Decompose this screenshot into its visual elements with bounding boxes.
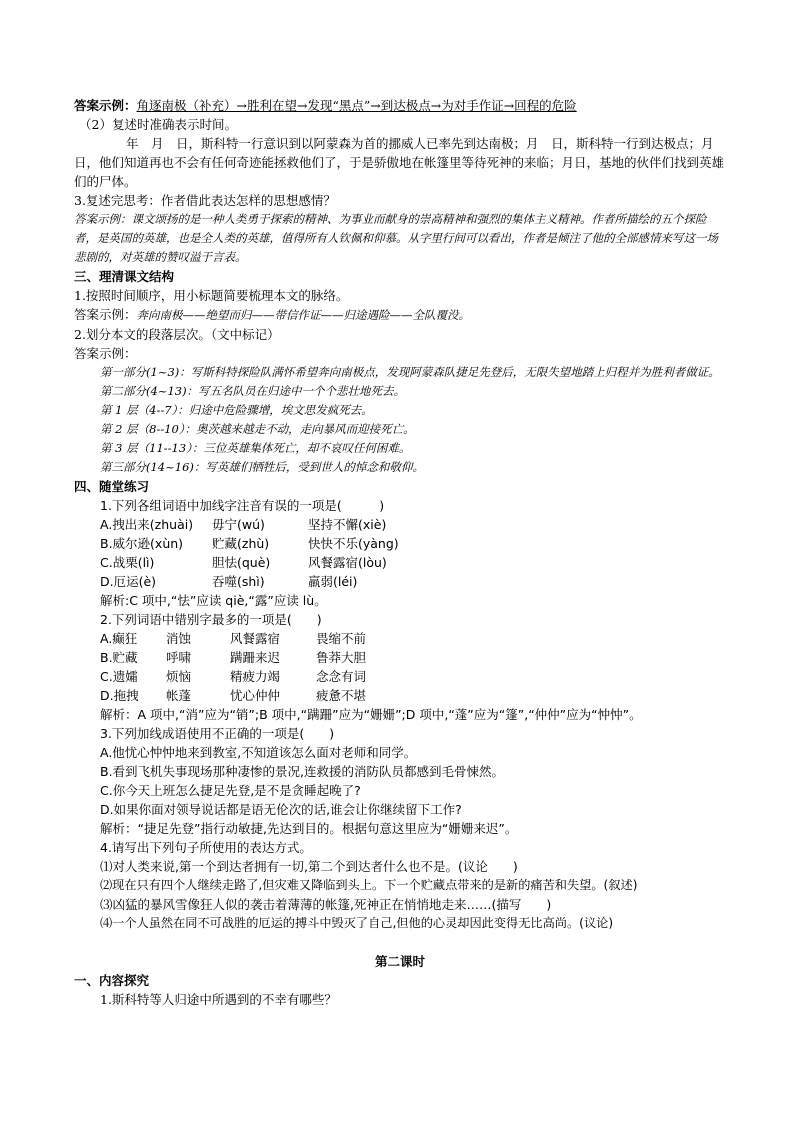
exercise-1-analysis: 解析:C 项中,“怯”应读 qiè,“露”应读 lù。 [100, 593, 327, 608]
layer-1: 第 1 层（4--7）：归途中危险骤增，埃文思发疯死去。 [100, 403, 373, 417]
exercise-2-option-d: D.拖拽 帐蓬 忧心仲仲 疲惫不堪 [100, 688, 367, 703]
lesson-two-title: 第二课时 [374, 954, 425, 969]
answer-example-3: 答案示例：奔向南极——绝望而归——带信作证——归途遇险——全队覆没。 [74, 307, 471, 322]
structure-question-2: 2.划分本文的段落层次。（文中标记） [74, 327, 280, 342]
exercise-3-analysis: 解析：“捷足先登”指行动敏捷,先达到目的。根据句意这里应为“姗姗来迟”。 [100, 821, 518, 836]
answer-example-2: 答案示例：课文颂扬的是一种人类勇于探索的精神、为事业而献身的崇高精神和强烈的集体主义精神。作者所描绘的五个探险者，是英国的英雄，也是全人类的英雄，值得所有人钦佩和仰慕。从字里行间可以看出，作者是倾注了他的全部感情来写这一场悲剧的，对英雄的赞叹溢于言表。 [74, 212, 718, 264]
document-page [74, 96, 726, 1009]
question-3: 3.复述完思考：作者借此表达怎样的思想感情？ [74, 193, 336, 208]
exercise-2-option-c: C.遗孀 烦恼 精疲力竭 念念有词 [100, 669, 367, 684]
exercise-2-option-a: A.癫狂 消蚀 风餐露宿 畏缩不前 [100, 631, 367, 646]
exercise-4: 4.请写出下列句子所使用的表达方式。 [100, 840, 312, 855]
exercise-1-option-d: D.厄运(è) 吞噬(shì) 羸弱(léi) [100, 574, 358, 589]
part-one: 第一部分(1~3)：写斯科特探险队满怀希望奔向南极点，发现阿蒙森队捷足先登后，无限失望地踏上归程并为胜利者做证。 [100, 365, 720, 379]
part-three: 第三部分(14~16)：写英雄们牺牲后，受到世人的悼念和敬仰。 [100, 460, 424, 474]
section-heading-1: 一、内容探究 [74, 973, 150, 988]
exercise-3-option-d: D.如果你面对领导说话都是语无伦次的话,谁会让你继续留下工作? [100, 802, 462, 817]
exercise-1: 1.下列各组词语中加线字注音有误的一项是( ) [100, 498, 385, 513]
exercise-2-option-b: B.贮藏 呼啸 蹒跚来迟 鲁莽大胆 [100, 650, 367, 665]
section-heading-4: 四、随堂练习 [74, 479, 150, 494]
exercise-3-option-b: B.看到飞机失事现场那种凄惨的景况,连救援的消防队员都感到毛骨悚然。 [100, 764, 505, 779]
exercise-4-item-4: ⑷一个人虽然在同不可战胜的厄运的搏斗中毁灭了自己,但他的心灵却因此变得无比高尚。(议论) [100, 916, 614, 930]
exercise-1-option-c: C.战栗(lì) 胆怯(què) 风餐露宿(lòu) [100, 555, 387, 570]
content-question-1: 1.斯科特等人归途中所遇到的不幸有哪些？ [100, 992, 337, 1007]
retell-timeline: 年 月 日，斯科特一行意识到以阿蒙森为首的挪威人已率先到达南极；月 日，斯科特一行到达极点；月 日，他们知道再也不会有任何奇迹能拯救他们了，于是骄傲地在帐篷里等待死神的来临；月日，基地的伙伴们找到英雄们的尸体。 [74, 136, 727, 189]
exercise-1-option-a: A.拽出来(zhuài) 毋宁(wú) 坚持不懈(xiè) [100, 517, 387, 532]
layer-3: 第 3 层（11--13）：三位英雄集体死亡，却不哀叹任何困难。 [100, 441, 411, 455]
exercise-2-analysis: 解析：A 项中,“消”应为“销”;B 项中,“蹒跚”应为“姗姗”;D 项中,“蓬”应为“篷”,“仲仲”应为“忡忡”。 [100, 707, 642, 722]
exercise-3: 3.下列加线成语使用不正确的一项是( ) [100, 726, 335, 741]
part-two: 第二部分(4~13)：写五名队员在归途中一个个悲壮地死去。 [100, 384, 406, 398]
exercise-3-option-c: C.你今天上班怎么捷足先登,是不是贪睡起晚了? [100, 783, 361, 798]
exercise-4-item-3: ⑶凶猛的暴风雪像狂人似的袭击着薄薄的帐篷,死神正在悄悄地走来……(描写 ) [100, 897, 552, 912]
exercise-4-item-1: ⑴对人类来说,第一个到达者拥有一切,第二个到达者什么也不是。(议论 ) [100, 859, 518, 874]
structure-question-1: 1.按照时间顺序，用小标题简要梳理本文的脉络。 [74, 288, 349, 303]
exercise-2: 2.下列词语中错别字最多的一项是( ) [100, 612, 322, 627]
layer-2: 第 2 层（8--10）：奥茨越来越走不动，走向暴风而迎接死亡。 [100, 422, 415, 436]
section-heading-3: 三、理清课文结构 [74, 269, 175, 284]
answer-example-4: 答案示例： [74, 346, 137, 361]
exercise-1-option-b: B.威尔逊(xùn) 贮藏(zhù) 快快不乐(yàng) [100, 536, 399, 551]
exercise-3-option-a: A.他忧心忡忡地来到教室,不知道该怎么面对老师和同学。 [100, 745, 417, 760]
retell-tip: （2）复述时准确表示时间。 [79, 117, 237, 132]
exercise-4-item-2: ⑵现在只有四个人继续走路了,但灾难又降临到头上。下一个贮藏点带来的是新的痛苦和失望。(叙述) [100, 878, 638, 892]
answer-example-1: 答案示例：角逐南极（补充）→胜利在望→发现“黑点”→到达极点→为对手作证→回程的危险 [74, 98, 577, 113]
